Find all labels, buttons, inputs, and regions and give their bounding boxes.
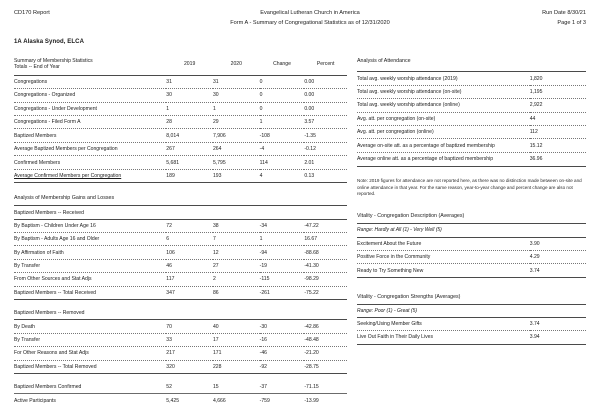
cell-value: 3.74 [529,321,540,328]
cell-percent: -13.99 [304,394,347,407]
right-column [357,58,586,345]
cell-percent: -98.29 [304,273,347,286]
cell-2020: 7 [213,233,260,246]
row-label: Baptized Members [14,129,166,142]
table-row [14,333,347,346]
cell-2019: 217 [166,347,213,360]
cell-2020: 86 [213,286,260,299]
row-label: Average online att. as a percentage of baptized membership [357,153,530,167]
rule [357,166,586,167]
row-label: Congregations - Filed Form A [14,115,166,128]
cell-change: 1 [260,115,305,128]
received-subheader-row [14,206,347,219]
cell-value: 44 [530,112,586,125]
cell-2019: 31 [166,78,172,85]
cell-percent: 16.67 [304,233,347,246]
row-label: Live Out Faith in Their Daily Lives [357,331,530,344]
cell-change: -46 [260,347,305,360]
table-row [357,85,586,98]
cell-2019: 5,425 [166,394,213,407]
row-label: Ready to Try Something New [357,264,530,277]
run-info [456,9,586,29]
organization-name: Evangelical Lutheran Church in America [260,10,360,16]
cell-value: 1,195 [530,85,586,98]
page-number: Page 1 of 3 [557,19,586,26]
cell-percent: -88.68 [304,246,347,259]
table-row [14,394,347,407]
cell-percent: 0.13 [304,169,347,183]
row-label: Baptized Members -- Total Received [14,286,166,299]
row-label: For Other Reasons and Stat Adjs [14,347,166,360]
cell-change: -261 [260,286,305,299]
cell-2020: 15 [212,384,219,391]
range-label: Range: Hardly at All (1) - Very Well (5) [357,227,442,234]
received-subheader: Baptized Members -- Received [14,209,84,216]
cell-2020: 2 [213,273,260,286]
row-label: Total avg. weekly worship attendance (2019) [357,75,458,82]
cell-change: -30 [259,323,268,330]
table-row [357,72,586,85]
table-row [14,129,347,142]
body-columns [14,58,586,407]
cell-2019: 30 [166,89,213,102]
cell-2020: 40 [212,323,219,330]
cell-percent: 0.00 [304,102,347,115]
cell-percent: 3.57 [304,115,347,128]
cell-change: 4 [260,169,305,183]
cell-percent: 0.00 [304,89,347,102]
cell-value: 3.94 [530,331,586,344]
cell-2019: 33 [166,333,213,346]
spacer [14,300,347,307]
left-column [14,58,347,407]
row-label: Congregations - Under Development [14,102,166,115]
cell-change: -19 [260,259,305,272]
cell-2020: 7,906 [213,129,260,142]
cell-2019: 28 [166,115,213,128]
cell-value: 4.29 [530,250,586,263]
row-label: Seeking/Using Member Gifts [357,321,422,328]
table-row [14,259,347,272]
table-row [357,238,586,251]
cell-percent: -42.86 [304,323,319,330]
column-header-2019: 2019 [183,60,196,67]
table-row [14,102,347,115]
cell-percent: 0.00 [304,78,315,85]
row-label: By Affirmation of Faith [14,246,166,259]
vitality-description-title-row [357,213,586,223]
cell-2020: 228 [213,360,260,373]
cell-2019: 320 [166,360,213,373]
cell-2020: 27 [213,259,260,272]
row-label: By Transfer [14,333,166,346]
cell-2019: 106 [166,246,213,259]
rule [357,344,586,345]
attendance-note: Note: 2019 figures for attendance are not reported here, as there was no distinction made between on-site and online attendance in that year. For the same reason, year-to-year change and percent change are also not reported. [357,177,582,197]
removed-subheader: Baptized Members -- Removed [14,310,85,317]
run-date: Run Date 8/30/21 [542,10,586,16]
vitality-description-range-row [357,224,586,237]
row-label: Confirmed Members [14,156,166,169]
row-label: By Baptism - Adults Age 16 and Older [14,233,166,246]
table-row [357,250,586,263]
cell-2020: 1 [213,102,260,115]
cell-change: 114 [260,156,305,169]
table-row [357,139,586,153]
cell-change: -759 [260,394,305,407]
cell-percent: 2.01 [304,156,347,169]
range-label: Range: Poor (1) - Great (5) [357,307,418,314]
cell-2019: 5,681 [166,156,213,169]
synod-name: 1A Alaska Synod, ELCA [14,38,85,45]
removed-subheader-row [14,307,347,320]
cell-percent: -0.12 [304,142,347,156]
cell-change: 0 [260,89,305,102]
vitality-strengths-section-title: Vitality - Congregation Strengths (Averages) [357,293,461,300]
report-id: CD170 Report [14,10,50,16]
table-row [357,264,586,277]
cell-value: 1,820 [529,75,543,82]
cell-change: -34 [259,222,268,229]
cell-change: -115 [260,273,305,286]
row-label: Avg. att. per congregation (online) [357,126,530,139]
row-label: Excitement About the Future [357,240,422,247]
gains-losses-title-row [14,195,347,205]
table-row [14,142,347,156]
row-label: By Death [14,323,35,330]
cell-2020: 5,795 [213,156,260,169]
cell-2020: 171 [213,347,260,360]
column-header-percent: Percent [316,60,335,67]
table-row [14,76,347,89]
cell-percent: -1.35 [304,129,347,142]
table-row [357,331,586,344]
row-label: Congregations - Organized [14,89,166,102]
membership-header-row [14,58,347,76]
row-label: Total avg. weekly worship attendance (on-site) [357,85,530,98]
cell-2019: 6 [166,233,213,246]
attendance-title-row [357,58,586,68]
table-row [14,233,347,246]
cell-2020: 4,666 [213,394,260,407]
cell-change: -92 [260,360,305,373]
cell-change: 0 [259,78,263,85]
cell-2019: 267 [166,142,213,156]
row-label: By Transfer [14,259,166,272]
table-row [14,381,347,394]
table-row [14,286,347,299]
cell-change: 1 [260,233,305,246]
table-row [14,89,347,102]
vitality-strengths-range-row [357,305,586,318]
cell-2020: 12 [213,246,260,259]
row-label: Congregations [14,78,48,85]
cell-value: 2,922 [530,99,586,112]
row-label: By Baptism - Children Under Age 16 [14,222,96,229]
gains-losses-section-title: Analysis of Membership Gains and Losses [14,195,115,202]
table-row [14,156,347,169]
cell-2019: 8,014 [166,129,213,142]
row-label: From Other Sources and Stat Adjs [14,273,166,286]
rule [14,183,347,184]
gains-losses-table [14,195,347,406]
row-label: Average on-site att. as a percentage of baptized membership [357,139,530,153]
spacer [14,374,347,381]
table-row [14,320,347,333]
vitality-description-section-title: Vitality - Congregation Description (Averages) [357,213,465,220]
cell-2019: 117 [166,273,213,286]
cell-percent: -71.15 [304,384,319,391]
cell-change: -16 [260,333,305,346]
cell-2019: 1 [166,102,213,115]
form-subtitle: Form A - Summary of Congregational Statistics as of 12/31/2020 [230,19,390,26]
row-label: Avg. att. per congregation (on-site) [357,112,530,125]
table-row [14,360,347,373]
attendance-table [357,58,586,167]
column-header-change: Change [273,60,291,67]
row-label: Active Participants [14,394,166,407]
table-row [14,169,347,183]
cell-2019: 70 [166,323,172,330]
row-label: Total avg. weekly worship attendance (online) [357,99,530,112]
attendance-section-title: Analysis of Attendance [357,57,411,64]
table-row [14,273,347,286]
cell-percent: -75.22 [304,286,347,299]
page-header [14,9,586,29]
row-label: Baptized Members -- Total Removed [14,360,166,373]
cell-percent: -21.20 [304,347,347,360]
cell-2020: 38 [212,222,219,229]
table-row [357,126,586,139]
vitality-description-table [357,213,586,277]
cell-2019: 52 [166,384,172,391]
cell-2020: 31 [212,78,219,85]
cell-2019: 72 [166,222,172,229]
cell-percent: -48.48 [304,333,347,346]
cell-percent: -47.22 [304,222,319,229]
cell-percent: -41.30 [304,259,347,272]
column-header-2020: 2020 [230,60,242,67]
cell-change: -108 [260,129,305,142]
cell-value: 112 [530,126,586,139]
cell-2019: 189 [166,169,213,183]
table-row [357,112,586,125]
report-title-block [164,9,456,29]
cell-change: -4 [260,142,305,156]
row-label: Average Baptized Members per Congregation [14,142,166,156]
cell-2020: 193 [213,169,260,183]
cell-2020: 17 [213,333,260,346]
vitality-strengths-title-row [357,294,586,304]
table-row [14,220,347,233]
cell-2020: 30 [213,89,260,102]
cell-value: 3.74 [530,264,586,277]
cell-value: 3.90 [529,240,540,247]
cell-change: -37 [259,384,268,391]
cell-value: 15.12 [530,139,586,153]
row-label: Baptized Members Confirmed [14,384,82,391]
table-row [14,347,347,360]
cell-2019: 46 [166,259,213,272]
membership-statistics-table [14,58,347,184]
cell-2019: 347 [166,286,213,299]
row-label: Average Confirmed Members per Congregation [14,169,166,183]
cell-2020: 29 [213,115,260,128]
cell-change: 0 [260,102,305,115]
table-row [357,99,586,112]
rule [357,277,586,278]
cell-2020: 264 [213,142,260,156]
membership-section-title: Summary of Membership Statistics Totals -- End of Year [14,57,93,71]
table-row [357,153,586,167]
cell-value: 36.96 [530,153,586,167]
table-row [14,246,347,259]
cell-change: -94 [260,246,305,259]
table-row [357,318,586,331]
vitality-strengths-table [357,294,586,345]
table-row [14,115,347,128]
row-label: Positive Force in the Community [357,250,530,263]
cell-percent: -28.75 [304,360,347,373]
